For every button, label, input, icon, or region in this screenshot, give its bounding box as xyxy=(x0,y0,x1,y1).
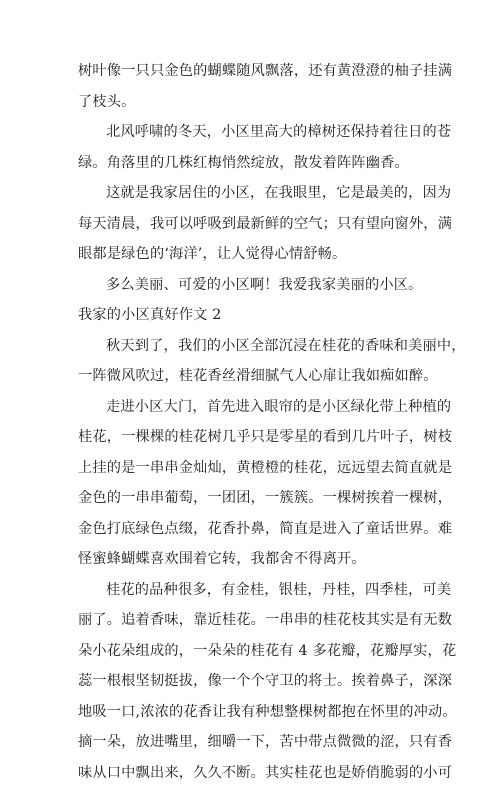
text-line: 金色的一串串葡萄，一团团，一簇簇。一棵树挨着一棵树， xyxy=(78,483,430,514)
section-heading xyxy=(78,300,430,331)
text-line: 眼都是绿色的‘海洋’，让人觉得心情舒畅。 xyxy=(78,239,430,270)
paragraph xyxy=(78,56,430,117)
paragraph xyxy=(78,270,430,301)
paragraph xyxy=(78,178,430,270)
text-line: 了枝头。 xyxy=(78,87,430,118)
text-line: 朵小花朵组成的，一朵朵的桂花有 4 多花瓣，花瓣厚实，花 xyxy=(78,636,430,667)
paragraph xyxy=(78,392,430,575)
paragraph xyxy=(78,117,430,178)
text-line: 一阵微风吹过，桂花香丝滑细腻气人心扉让我如痴如醉。 xyxy=(78,361,430,392)
text-line: 走进小区大门，首先进入眼帘的是小区绿化带上种植的 xyxy=(78,392,430,423)
text-line: 味从口中飘出来，久久不断。其实桂花也是娇俏脆弱的小可 xyxy=(78,758,430,788)
document-page xyxy=(78,56,430,788)
text-line: 蕊一根根坚韧挺拔，像一个个守卫的将士。挨着鼻子，深深 xyxy=(78,666,430,697)
text-line: 怪蜜蜂蝴蝶喜欢围着它转，我都舍不得离开。 xyxy=(78,544,430,575)
text-line: 北风呼啸的冬天，小区里高大的樟树还保持着往日的苍 xyxy=(78,117,430,148)
text-line: 上挂的是一串串金灿灿，黄橙橙的桂花，远远望去简直就是 xyxy=(78,453,430,484)
text-line: 多么美丽、可爱的小区啊！我爱我家美丽的小区。 xyxy=(78,270,430,301)
text-line: 桂花，一棵棵的桂花树几乎只是零星的看到几片叶子，树枝 xyxy=(78,422,430,453)
text-line: 绿。角落里的几株红梅悄然绽放，散发着阵阵幽香。 xyxy=(78,148,430,179)
text-line: 秋天到了，我们的小区全部沉浸在桂花的香味和美丽中， xyxy=(78,331,430,362)
text-line: 摘一朵，放进嘴里，细嚼一下，苦中带点微微的涩，只有香 xyxy=(78,727,430,758)
text-line: 地吸一口,浓浓的花香让我有种想整棵树都抱在怀里的冲动。 xyxy=(78,697,430,728)
text-line: 这就是我家居住的小区，在我眼里，它是最美的，因为 xyxy=(78,178,430,209)
text-line: 金色打底绿色点缀，花香扑鼻，简直是进入了童话世界。难 xyxy=(78,514,430,545)
text-line: 丽了。追着香味，靠近桂花。一串串的桂花枝其实是有无数 xyxy=(78,605,430,636)
paragraph xyxy=(78,575,430,788)
text-line: 桂花的品种很多，有金桂，银桂，丹桂，四季桂，可美 xyxy=(78,575,430,606)
text-line: 每天清晨，我可以呼吸到最新鲜的空气；只有望向窗外，满 xyxy=(78,209,430,240)
text-line: 树叶像一只只金色的蝴蝶随风飘落，还有黄澄澄的柚子挂满 xyxy=(78,56,430,87)
heading-line: 我家的小区真好作文 2 xyxy=(78,300,430,331)
paragraph xyxy=(78,331,430,392)
